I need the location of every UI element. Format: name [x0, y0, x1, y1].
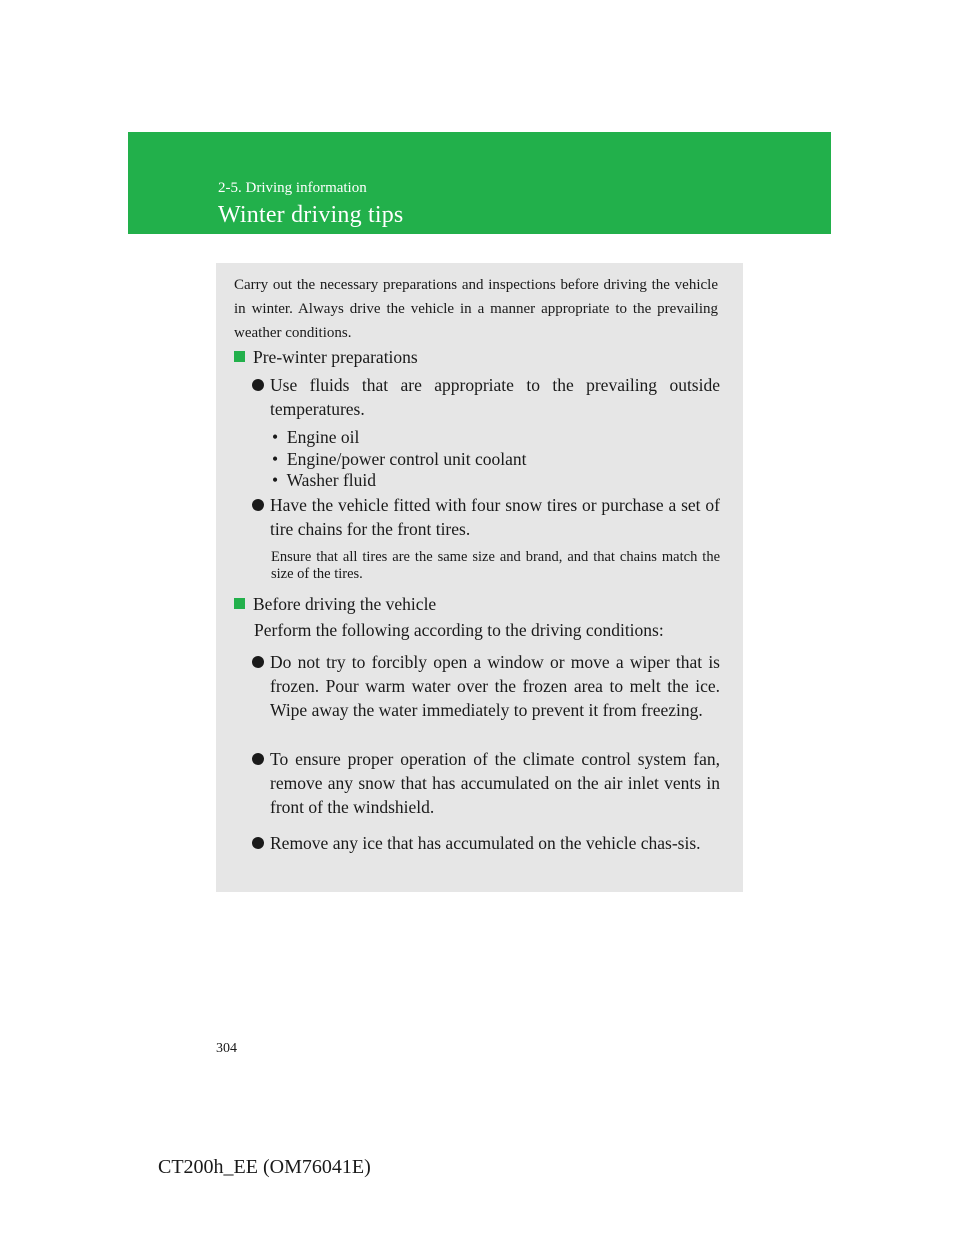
bullet-text: Use fluids that are appropriate to the prevailing outside temperatures. [270, 375, 720, 419]
content-box [216, 263, 743, 892]
list-item [252, 650, 720, 722]
round-bullet-icon [252, 499, 264, 511]
list-item [252, 747, 720, 819]
round-bullet-icon [252, 379, 264, 391]
before-driving-intro: Perform the following according to the driving conditions: [254, 620, 664, 640]
page-title: Winter driving tips [218, 202, 404, 228]
bullet-text: Remove any ice that has accumulated on the vehicle chas-sis. [270, 833, 701, 853]
bullet-text: To ensure proper operation of the climate control system fan, remove any snow that has accumulated on the air inlet vents in front of the windshield. [270, 749, 720, 817]
list-item [252, 373, 720, 421]
before-driving-heading [234, 594, 724, 615]
footer-code: CT200h_EE (OM76041E) [158, 1156, 371, 1178]
tire-note: Ensure that all tires are the same size and brand, and that chains match the size of the tires. [271, 549, 720, 582]
page-number: 304 [216, 1041, 237, 1056]
square-bullet-icon [234, 351, 245, 362]
section-label: 2-5. Driving information [218, 180, 367, 196]
fluid-item: • Engine oil [272, 427, 360, 447]
before-driving-heading-text: Before driving the vehicle [253, 594, 437, 614]
intro-paragraph: Carry out the necessary preparations and inspections before driving the vehicle in winter. Always drive the vehicle in a manner appropriate to the prevailing weather conditions. [234, 277, 718, 341]
fluid-item: • Engine/power control unit coolant [272, 449, 527, 469]
round-bullet-icon [252, 837, 264, 849]
round-bullet-icon [252, 656, 264, 668]
chapter-header [128, 132, 831, 234]
round-bullet-icon [252, 753, 264, 765]
fluid-item: • Washer fluid [272, 470, 377, 490]
list-item [252, 831, 720, 855]
pre-winter-heading-text: Pre-winter preparations [253, 347, 418, 367]
bullet-text: Do not try to forcibly open a window or move a wiper that is frozen. Pour warm water over the frozen area to melt the ice. Wipe away the water immediately to prevent it from freezing. [270, 652, 720, 720]
pre-winter-heading [234, 347, 724, 368]
square-bullet-icon [234, 598, 245, 609]
bullet-text: Have the vehicle fitted with four snow tires or purchase a set of tire chains for the front tires. [270, 495, 720, 539]
list-item [252, 493, 720, 541]
